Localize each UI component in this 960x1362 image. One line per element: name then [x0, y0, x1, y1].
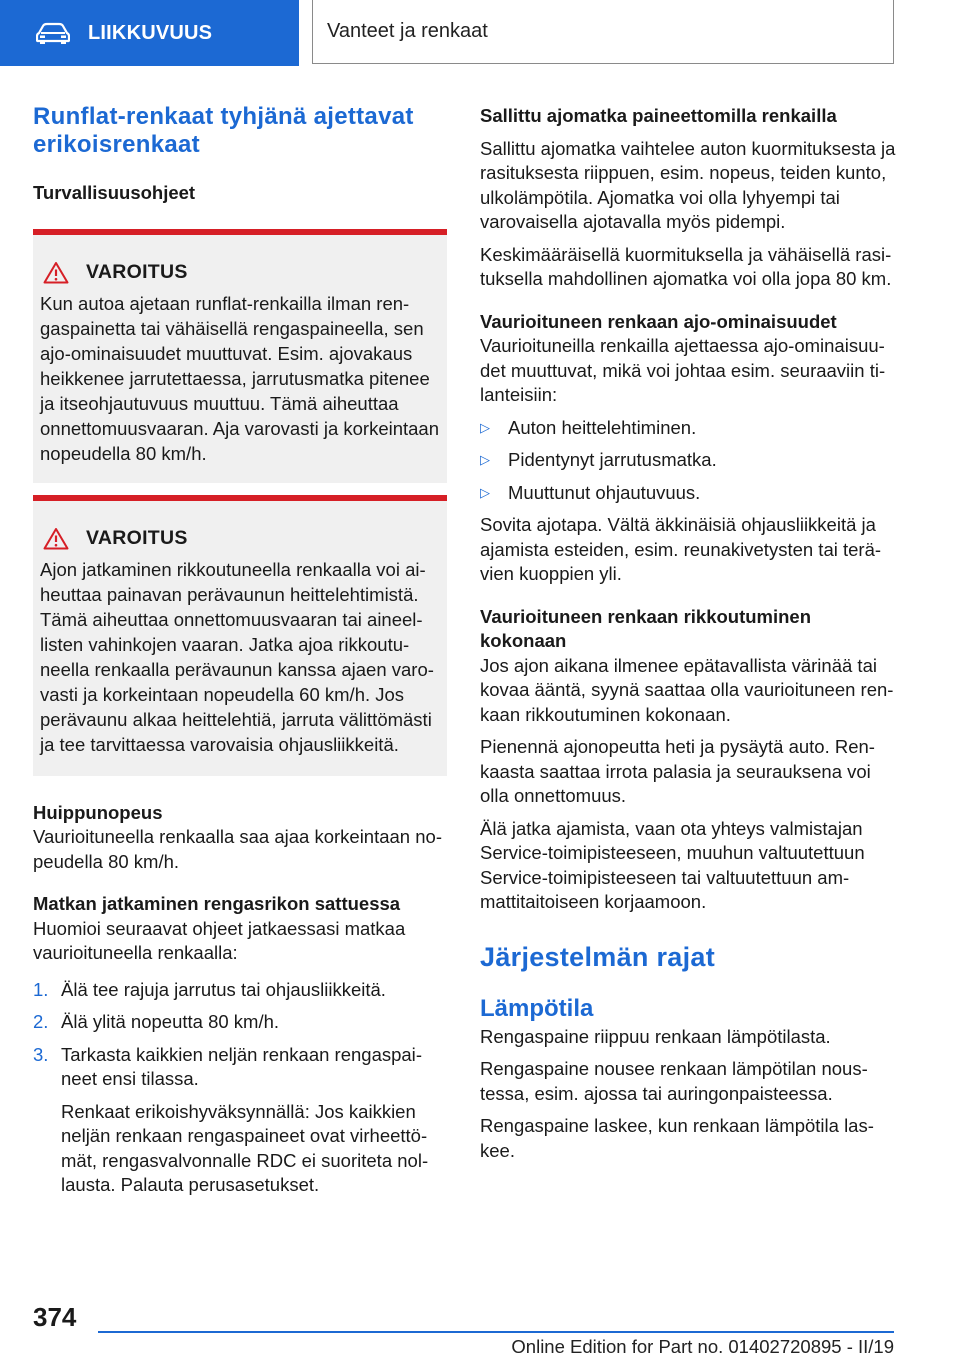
warning-box-2 [33, 495, 447, 776]
failure-p2: Pienennä ajonopeutta heti ja pysäytä auto. Renkaasta saattaa irrota palasia ja seurauksena voi olla onnettomuus. [480, 736, 875, 806]
range-p1: Sallittu ajomatka vaihtelee auton kuormituksesta ja rasituksesta riippuen, esim. nopeus, teiden kunto, ulkolämpötila. Ajomatka voi olla lyhyempi tai varovaisella ajotavalla myös pidempi. [480, 137, 896, 232]
bullet-text: Muuttunut ohjautuvuus. [508, 481, 701, 503]
damaged-p2: Sovita ajotapa. Vältä äkkinäisiä ohjausliikkeitä ja ajamista esteiden, esim. reunakivetysten tai terävien kuoppien yli. [480, 514, 882, 584]
range-p2: Keskimääräisellä kuormituksella ja vähäisellä rasituksella mahdollinen ajomatka voi olla jopa 80 km. [480, 243, 892, 289]
steps-list [33, 978, 447, 1092]
step-number: 3. [33, 1043, 49, 1065]
bullet-triangle-icon: ▷ [480, 452, 490, 467]
warning-text: Kun autoa ajetaan runflat-renkailla ilman rengaspainetta tai vähäisellä rengaspaineella, sen ajo-ominaisuudet muuttuvat. Esim. ajovakaus heikkenee jarrutettaessa, jarrutusmatka pitenee ja itseohjautuvuus muuttuu. Tämä aiheuttaa onnettomuusvaaran. Aja varovasti ja korkeintaan nopeudella 80 km/h. [40, 292, 440, 464]
temperature-heading: Lämpötila [480, 994, 594, 1022]
damaged-p1: Vaurioituneilla renkailla ajettaessa ajo-ominaisuudet muuttuvat, mikä voi johtaa esim. seuraaviin tilanteisiin: [480, 335, 886, 405]
right-column [480, 100, 896, 1163]
section-title: Järjestelmän rajat [480, 941, 716, 972]
safety-heading: Turvallisuusohjeet [33, 182, 196, 203]
step-text: Älä tee rajuja jarrutus tai ohjausliikkeitä. [61, 978, 386, 1000]
chapter-header [312, 0, 894, 64]
edition-text: Online Edition for Part no. 01402720895 - II/19 [511, 1336, 894, 1357]
step-text: Älä ylitä nopeutta 80 km/h. [61, 1011, 280, 1032]
failure-p1: Jos ajon aikana ilmenee epätavallista värinää tai kovaa ääntä, syynä saattaa olla vaurioituneen renkaan rikkoutuminen kokonaan. [480, 654, 894, 725]
step-number: 1. [33, 978, 49, 1000]
temp-p3: Rengaspaine laskee, kun renkaan lämpötila laskee. [480, 1115, 874, 1161]
failure-p3: Älä jatka ajamista, vaan ota yhteys valmistajan Service-toimipisteeseen, muuhun valtuutettuun Service-toimipisteeseen tai valtuutettuun ammattitaitoiseen korjaamoon. [480, 817, 865, 912]
step-number: 2. [33, 1011, 49, 1032]
step-text: Tarkasta kaikkien neljän renkaan rengaspaineet ensi tilassa. [61, 1043, 422, 1089]
warning-text: Ajon jatkaminen rikkoutuneella renkaalla voi aiheuttaa painavan perävaunun heittelehtimistä. Tämä aiheuttaa onnettomuusvaaran tai aineellisten vahinkojen vaaran. Jatka ajoa rikkoutuneella renkaalla perävaunun kanssa ajaen varovasti ja korkeintaan nopeudella 60 km/h. Jos perävaunu alkaa heittelehtiä, jarruta välittömästi ja tee tarvittaessa varovaisia ohjausliikkeitä. [40, 558, 434, 755]
failure-heading: Vaurioituneen renkaan rikkoutuminen kokonaan [480, 605, 812, 651]
left-column [33, 100, 447, 1198]
temp-p1: Rengaspaine riippuu renkaan lämpötilasta. [480, 1025, 831, 1047]
footer-divider [98, 1331, 894, 1333]
bullet-triangle-icon: ▷ [480, 419, 490, 435]
list-item [480, 481, 896, 506]
warning-box-1 [33, 229, 447, 483]
list-item [480, 416, 896, 441]
continue-intro: Huomioi seuraavat ohjeet jatkaessasi matkaa vaurioituneella renkaalla: [33, 917, 406, 963]
damaged-bullets [480, 416, 896, 506]
section-label: LIIKKUVUUS [88, 21, 213, 44]
section-tab[interactable] [0, 0, 299, 66]
list-item [33, 978, 447, 1003]
temp-p2: Rengaspaine nousee renkaan lämpötilan noustessa, esim. ajossa tai auringonpaisteessa. [480, 1058, 868, 1104]
list-item [33, 1043, 447, 1092]
top-speed-text: Vaurioituneella renkaalla saa ajaa korkeintaan nopeudella 80 km/h. [33, 826, 442, 872]
page-number: 374 [33, 1302, 77, 1332]
step3-note: Renkaat erikoishyväksynnällä: Jos kaikkien neljän renkaan rengaspaineet ovat virheettömät, rengasvalvonnalle RDC ei suoriteta nollausta. Palauta perusasetukset. [61, 1100, 429, 1195]
warning-label: VAROITUS [86, 527, 188, 549]
warning-triangle-icon [43, 261, 69, 284]
page-title: Runflat-renkaat tyhjänä ajettavat erikoisrenkaat [33, 103, 414, 158]
warning-label: VAROITUS [86, 261, 188, 283]
car-icon [36, 22, 70, 44]
bullet-triangle-icon: ▷ [480, 484, 490, 500]
list-item [480, 448, 896, 473]
top-speed-heading: Huippunopeus [33, 801, 163, 823]
bullet-text: Pidentynyt jarrutusmatka. [508, 449, 717, 470]
list-item [33, 1010, 447, 1035]
bullet-text: Auton heittelehtiminen. [508, 416, 697, 438]
damaged-heading: Vaurioituneen renkaan ajo-ominaisuudet [480, 310, 837, 332]
range-heading: Sallittu ajomatka paineettomilla renkailla [480, 105, 837, 126]
continue-heading: Matkan jatkaminen rengasrikon sattuessa [33, 893, 401, 914]
warning-triangle-icon [43, 527, 69, 550]
chapter-title: Vanteet ja renkaat [327, 20, 488, 42]
